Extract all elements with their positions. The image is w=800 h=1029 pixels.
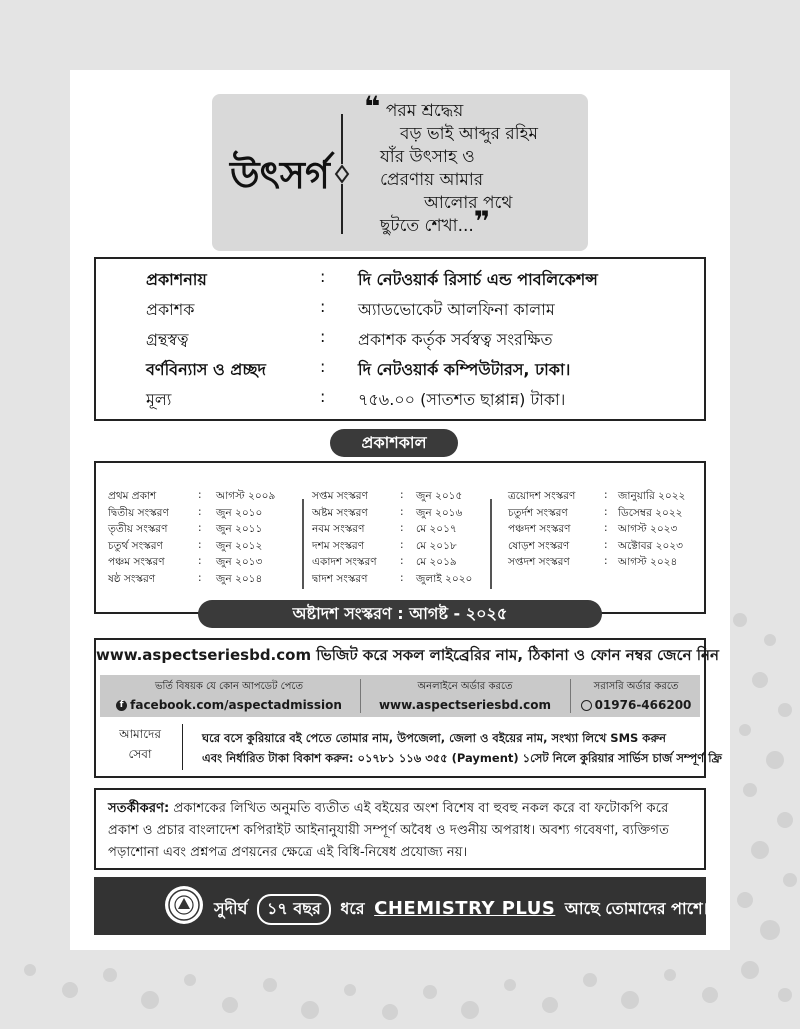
editions-column-1 xyxy=(108,489,298,589)
warning-label: সতর্কীকরণ: xyxy=(108,801,170,816)
publication-row xyxy=(96,387,704,413)
dedication-line-3: যাঁর উৎসাহ ও xyxy=(380,147,475,167)
dedication-title: উৎসর্গ xyxy=(230,153,330,197)
warning-text: সতর্কীকরণ: প্রকাশকের লিখিত অনুমতি ব্যতীত এই বইয়ের অংশ বিশেষ বা হুবহু নকল করে বা ফটোকপি করে প্রকাশ ও প্রচার বাংলাদেশ কপিরাইট আইনানুযায়ী সম্পূর্ণ অবৈধ ও দণ্ডনীয় অপরাধ। অবশ্য গবেষণা, ব্যক্তিগত পড়াশোনা এবং প্রশ্নপত্র প্রণয়নের ক্ষেত্রে এই বিধি-নিষেধ প্রযোজ্য নয়। xyxy=(108,801,669,860)
ornament-divider-icon xyxy=(332,114,352,234)
publisher-label: প্রকাশনায় xyxy=(146,270,207,289)
book-imprint-page xyxy=(70,70,730,950)
publisher-person-label: প্রকাশক xyxy=(146,300,195,319)
quote-open-icon: ❝ xyxy=(364,90,381,123)
price-label: মূল্য xyxy=(146,390,172,409)
editions-title-pill: প্রকাশকাল xyxy=(330,429,458,457)
publisher-value: দি নেটওয়ার্ক রিসার্চ এন্ড পাবলিকেশন্স xyxy=(358,270,598,289)
online-order-link[interactable]: www.aspectseriesbd.com xyxy=(378,698,552,712)
dedication-box xyxy=(212,90,588,251)
quote-close-icon: ❞ xyxy=(473,205,491,238)
direct-order-cell xyxy=(572,675,700,717)
edition-row: পঞ্চদশ সংস্করণ : আগস্ট ২০২৩ xyxy=(508,522,678,536)
edition-row: সপ্তদশ সংস্করণ : আগস্ট ২০২৪ xyxy=(508,555,678,569)
edition-row: সপ্তম সংস্করণ : জুন ২০১৫ xyxy=(312,489,463,502)
direct-phone[interactable]: 01976-466200 xyxy=(572,698,700,712)
dedication-line-4: প্রেরণায় আমার xyxy=(380,170,484,190)
current-edition-pill: অষ্টাদশ সংস্করণ : আগষ্ট - ২০২৫ xyxy=(198,600,602,628)
row-colon: : xyxy=(320,297,326,316)
footer-banner xyxy=(94,877,709,935)
copyright-warning-box xyxy=(94,788,706,870)
service-label: আমাদের সেবা xyxy=(119,727,161,761)
service-line-2: এবং নির্ধারিত টাকা বিকাশ করুন: ০১৭৮১ ১১৬ ৩৫৫ (Payment) ১সেট নিলে কুরিয়ার সার্ভিস চার্জ সম্পূর্ণ ফ্রি xyxy=(202,751,722,765)
facebook-caption: ভর্তি বিষয়ক যে কোন আপডেট পেতে xyxy=(155,681,303,692)
row-colon: : xyxy=(320,327,326,346)
edition-row: দশম সংস্করণ : মে ২০১৮ xyxy=(312,538,457,552)
edition-row: তৃতীয় সংস্করণ : জুন ২০১১ xyxy=(108,522,263,536)
facebook-link[interactable]: f facebook.com/aspectadmission xyxy=(100,698,358,712)
editions-column-2 xyxy=(312,489,502,589)
edition-row: পঞ্চম সংস্করণ : জুন ২০১৩ xyxy=(108,555,263,569)
edition-row: ষষ্ঠ সংস্করণ : জুন ২০১৪ xyxy=(108,571,263,585)
phone-icon xyxy=(581,700,592,711)
edition-row: ত্রয়োদশ সংস্করণ : জানুয়ারি ২০২২ xyxy=(508,489,686,502)
edition-row: ষোড়শ সংস্করণ : অক্টোবর ২০২৩ xyxy=(508,538,683,552)
service-divider xyxy=(182,724,183,770)
edition-row: একাদশ সংস্করণ : মে ২০১৯ xyxy=(312,555,457,569)
publication-row xyxy=(96,267,704,293)
service-text xyxy=(202,728,722,768)
online-order-cell xyxy=(362,675,568,717)
publication-row xyxy=(96,297,704,323)
publisher-seal-icon xyxy=(164,885,204,925)
row-colon: : xyxy=(320,357,326,376)
edition-row: চতুর্দশ সংস্করণ : ডিসেম্বর ২০২২ xyxy=(508,505,683,519)
direct-caption: সরাসরি অর্ডার করতে xyxy=(593,681,679,692)
service-line-1: ঘরে বসে কুরিয়ারে বই পেতে তোমার নাম, উপজেলা, জেলা ও বইয়ের নাম, সংখ্যা লিখে SMS করুন xyxy=(202,731,667,745)
row-colon: : xyxy=(320,387,326,406)
online-caption: অনলাইনে অর্ডার করতে xyxy=(417,681,513,692)
edition-row: দ্বিতীয় সংস্করণ : জুন ২০১০ xyxy=(108,505,263,519)
contact-box xyxy=(94,638,722,778)
dedication-text xyxy=(364,90,574,238)
contact-headline: www.aspectseriesbd.com ভিজিট করে সকল লাইব্রেরির নাম, ঠিকানা ও ফোন নম্বর জেনে নিন xyxy=(96,646,719,664)
edition-row: প্রথম প্রকাশ : আগস্ট ২০০৯ xyxy=(108,489,276,502)
facebook-icon: f xyxy=(116,700,127,711)
publication-row xyxy=(96,327,704,353)
copyright-label: গ্রন্থস্বত্ব xyxy=(146,330,189,349)
column-divider xyxy=(302,499,304,589)
publication-details-box xyxy=(94,257,706,421)
order-options-strip xyxy=(100,675,700,717)
years-badge: ১৭ বছর xyxy=(257,894,331,925)
editions-column-3 xyxy=(508,489,704,572)
facebook-cell xyxy=(100,675,358,717)
typesetting-label: বর্ণবিন্যাস ও প্রচ্ছদ xyxy=(146,360,266,379)
website-link[interactable]: www.aspectseriesbd.com xyxy=(96,646,312,664)
typesetting-value: দি নেটওয়ার্ক কম্পিউটারস, ঢাকা। xyxy=(358,360,571,379)
dedication-line-5: আলোর পথে xyxy=(424,193,513,213)
column-divider xyxy=(490,499,492,589)
copyright-value: প্রকাশক কর্তৃক সর্বস্বত্ব সংরক্ষিত xyxy=(358,330,553,349)
edition-row: অষ্টম সংস্করণ : জুন ২০১৬ xyxy=(312,505,463,519)
editions-box xyxy=(94,461,706,614)
edition-row: নবম সংস্করণ : মে ২০১৭ xyxy=(312,522,457,536)
row-colon: : xyxy=(320,267,326,286)
dedication-line-1: ❝ পরম শ্রদ্ধেয় xyxy=(364,90,464,123)
edition-row: চতুর্থ সংস্করণ : জুন ২০১২ xyxy=(108,538,263,552)
publisher-person-value: অ্যাডভোকেট আলফিনা কালাম xyxy=(358,300,555,319)
banner-slogan: সুদীর্ঘ ১৭ বছর ধরে CHEMISTRY PLUS আছে তোমাদের পাশে। xyxy=(214,894,708,925)
cell-divider xyxy=(360,679,361,713)
price-value: ৭৫৬.০০ (সাতশত ছাপ্পান্ন) টাকা। xyxy=(358,390,566,409)
cell-divider xyxy=(570,679,571,713)
dedication-line-6: ছুটতে শেখা...❞ xyxy=(380,205,491,238)
publication-row xyxy=(96,357,704,383)
dedication-line-2: বড় ভাই আব্দুর রহিম xyxy=(400,124,538,144)
edition-row: দ্বাদশ সংস্করণ : জুলাই ২০২০ xyxy=(312,571,473,585)
brand-name: CHEMISTRY PLUS xyxy=(374,898,556,919)
